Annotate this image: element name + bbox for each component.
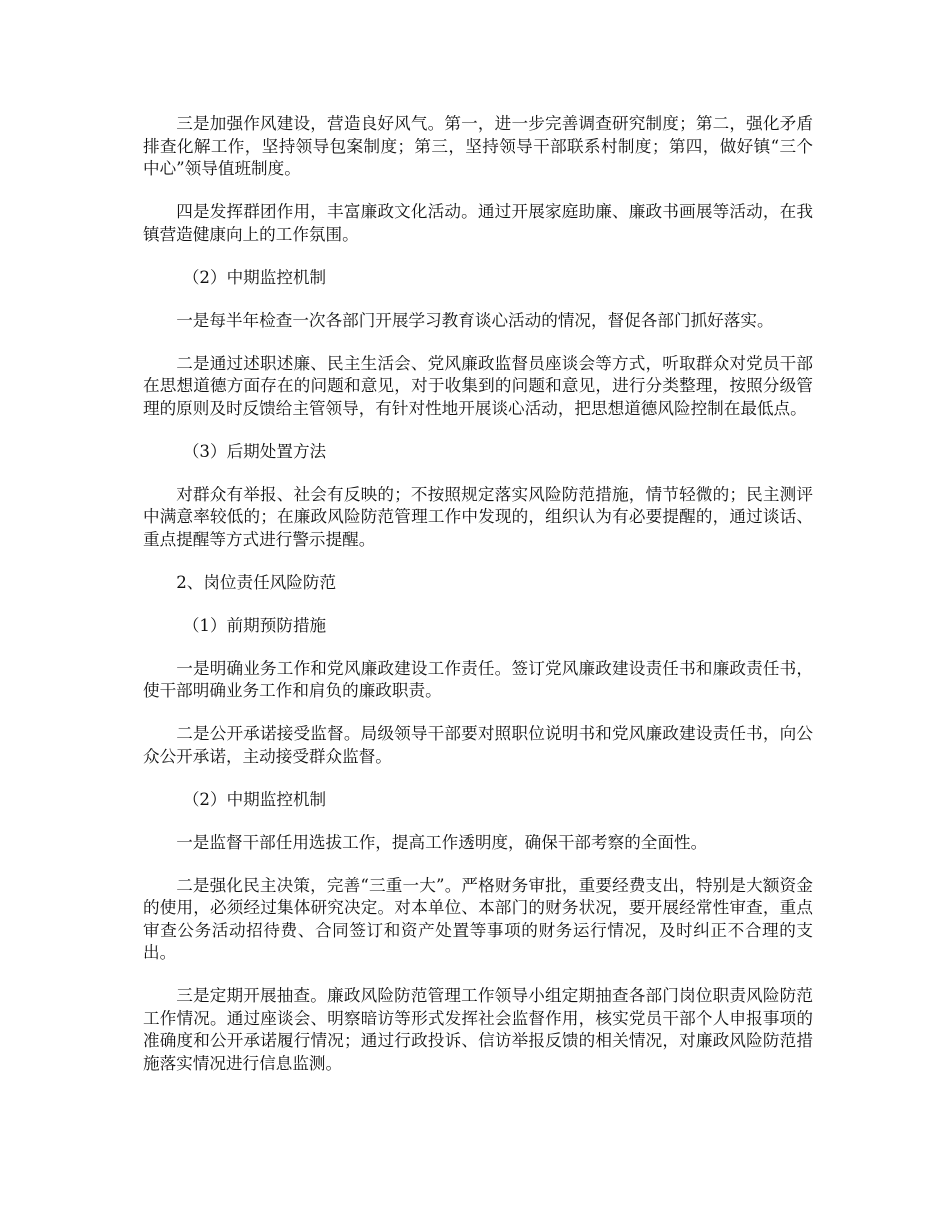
subheading-mid-term-monitoring: （2）中期监控机制	[182, 267, 327, 287]
document-body	[143, 113, 813, 1096]
paragraph-public-commitment: 二是公开承诺接受监督。局级领导干部要对照职位说明书和党风廉政建设责任书，向公众公开承诺，主动接受群众监督。	[143, 724, 813, 766]
subheading-early-prevention: （1）前期预防措施	[182, 615, 327, 635]
paragraph-semiannual-check: 一是每半年检查一次各部门开展学习教育谈心活动的情况，督促各部门抓好落实。	[176, 310, 774, 330]
paragraph-work-style: 三是加强作风建设，营造良好风气。第一，进一步完善调查研究制度；第二，强化矛盾排查化解工作，坚持领导包案制度；第三，坚持领导干部联系村制度；第四，做好镇“三个中心”领导值班制度。	[143, 114, 813, 178]
paragraph-mass-groups: 四是发挥群团作用，丰富廉政文化活动。通过开展家庭助廉、廉政书画展等活动，在我镇营造健康向上的工作氛围。	[143, 202, 813, 244]
paragraph-regular-inspection: 三是定期开展抽查。廉政风险防范管理工作领导小组定期抽查各部门岗位职责风险防范工作情况。通过座谈会、明察暗访等形式发挥社会监督作用，核实党员干部个人申报事项的准确度和公开承诺履行情况；通过行政投诉、信访举报反馈的相关情况，对廉政风险防范措施落实情况进行信息监测。	[143, 986, 813, 1073]
section-heading-post-responsibility: 2、岗位责任风险防范	[176, 572, 337, 592]
paragraph-feedback-channels: 二是通过述职述廉、民主生活会、党风廉政监督员座谈会等方式，听取群众对党员干部在思想道德方面存在的问题和意见，对于收集到的问题和意见，进行分类整理，按照分级管理的原则及时反馈给主管领导，有针对性地开展谈心活动，把思想道德风险控制在最低点。	[143, 353, 813, 418]
paragraph-democratic-decision: 二是强化民主决策，完善“三重一大”。严格财务审批，重要经费支出，特别是大额资金的使用，必须经过集体研究决定。对本单位、本部门的财务状况，要开展经常性审查，重点审查公务活动招待费、合同签订和资产处置等事项的财务运行情况，及时纠正不合理的支出。	[143, 875, 813, 962]
paragraph-cadre-selection: 一是监督干部任用选拔工作，提高工作透明度，确保干部考察的全面性。	[176, 832, 708, 852]
paragraph-clarify-responsibility: 一是明确业务工作和党风廉政建设工作责任。签订党风廉政建设责任书和廉政责任书，使干部明确业务工作和肩负的廉政职责。	[143, 658, 813, 700]
subheading-late-stage-handling: （3）后期处置方法	[182, 441, 327, 461]
paragraph-warning-reminder: 对群众有举报、社会有反映的；不按照规定落实风险防范措施，情节轻微的；民主测评中满意率较低的；在廉政风险防范管理工作中发现的，组织认为有必要提醒的，通过谈话、重点提醒等方式进行警示提醒。	[143, 484, 813, 549]
subheading-mid-term-monitoring-2: （2）中期监控机制	[182, 789, 327, 809]
